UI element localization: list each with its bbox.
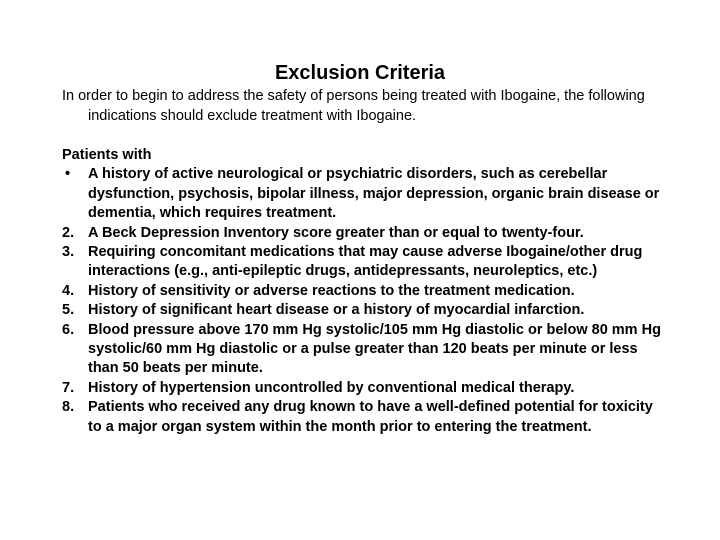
criteria-lead: Patients with (62, 147, 152, 163)
bullet-marker: • (65, 166, 71, 183)
list-item (62, 321, 662, 379)
list-item-text: A Beck Depression Inventory score greater than or equal to twenty-four. (88, 224, 584, 241)
list-item-text: A history of active neurological or psychiatric disorders, such as cerebellar dysfunction, psychosis, bipolar illness, major depression, organic brain disease or dementia, which requires treatment. (88, 166, 660, 222)
list-item (62, 243, 662, 282)
list-number: 7. (62, 379, 75, 396)
slide-title: Exclusion Criteria (274, 62, 446, 84)
list-item-text: History of sensitivity or adverse reactions to the treatment medication. (88, 282, 575, 299)
list-item-text: History of hypertension uncontrolled by conventional medical therapy. (88, 379, 575, 396)
list-item-text: Requiring concomitant medications that may cause adverse Ibogaine/other drug interactions (e.g., anti-epileptic drugs, antidepressants, neuroleptics, etc.) (88, 244, 643, 280)
list-item-text: Patients who received any drug known to have a well-defined potential for toxicity to a major organ system within the month prior to entering the treatment. (88, 399, 653, 435)
list-number: 2. (62, 224, 75, 241)
list-number: 6. (62, 321, 75, 338)
criteria-list (62, 165, 662, 437)
list-number: 4. (62, 282, 75, 299)
list-item-text: History of significant heart disease or a history of myocardial infarction. (88, 302, 585, 319)
list-item (62, 379, 662, 398)
intro-paragraph: In order to begin to address the safety of persons being treated with Ibogaine, the following indications should exclude treatment with Ibogaine. (62, 88, 645, 124)
list-item (62, 398, 662, 437)
list-item (62, 165, 662, 223)
list-number: 8. (62, 399, 75, 416)
list-item (62, 301, 662, 320)
criteria-section (62, 146, 662, 437)
list-item-text: Blood pressure above 170 mm Hg systolic/105 mm Hg diastolic or below 80 mm Hg systolic/60 mm Hg diastolic or a pulse greater than 120 beats per minute or less than 50 beats per minute. (88, 321, 661, 377)
list-item (62, 224, 662, 243)
list-number: 5. (62, 302, 75, 319)
list-item (62, 282, 662, 301)
list-number: 3. (62, 244, 75, 261)
